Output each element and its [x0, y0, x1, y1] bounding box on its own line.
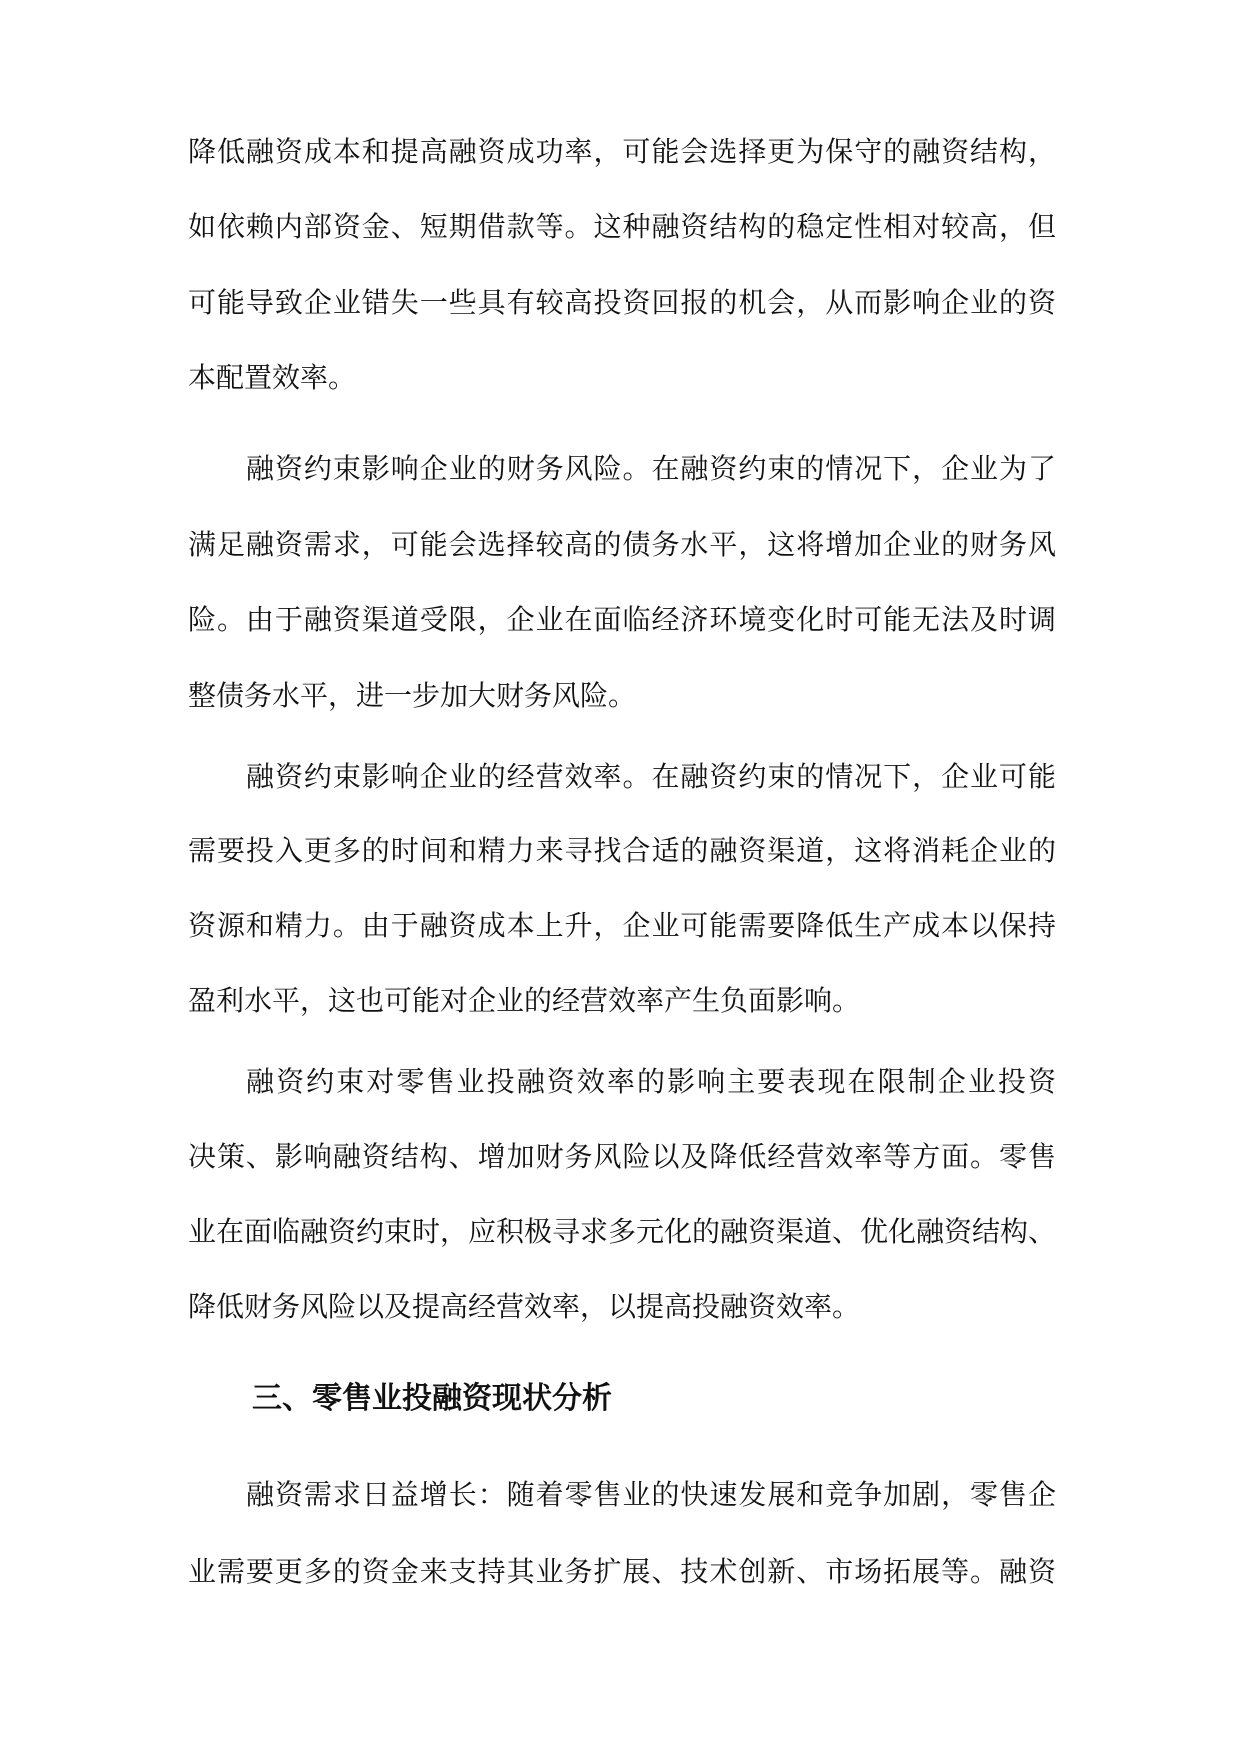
paragraph-5-line-1: 融资需求日益增长：随着零售业的快速发展和竞争加剧，零售企 — [246, 1478, 1056, 1511]
paragraph-1-line-2: 如依赖内部资金、短期借款等。这种融资结构的稳定性相对较高，但 — [188, 210, 1056, 243]
paragraph-1-line-1: 降低融资成本和提高融资成功率，可能会选择更为保守的融资结构， — [188, 135, 1056, 168]
paragraph-4-line-1: 融资约束对零售业投融资效率的影响主要表现在限制企业投资 — [246, 1065, 1056, 1098]
paragraph-5-line-2: 业需要更多的资金来支持其业务扩展、技术创新、市场拓展等。融资 — [188, 1555, 1056, 1588]
paragraph-3-line-1: 融资约束影响企业的经营效率。在融资约束的情况下，企业可能 — [246, 760, 1056, 793]
paragraph-3-line-4: 盈利水平，这也可能对企业的经营效率产生负面影响。 — [188, 984, 861, 1017]
section-heading: 三、零售业投融资现状分析 — [252, 1381, 612, 1416]
paragraph-4-line-2: 决策、影响融资结构、增加财务风险以及降低经营效率等方面。零售 — [188, 1140, 1056, 1173]
paragraph-3-line-3: 资源和精力。由于融资成本上升，企业可能需要降低生产成本以保持 — [188, 909, 1056, 942]
paragraph-2-line-3: 险。由于融资渠道受限，企业在面临经济环境变化时可能无法及时调 — [188, 603, 1056, 636]
paragraph-2-line-4: 整债务水平，进一步加大财务风险。 — [188, 679, 637, 712]
paragraph-4-line-4: 降低财务风险以及提高经营效率，以提高投融资效率。 — [188, 1290, 861, 1323]
paragraph-4-line-3: 业在面临融资约束时，应积极寻求多元化的融资渠道、优化融资结构、 — [188, 1215, 1057, 1248]
paragraph-2-line-2: 满足融资需求，可能会选择较高的债务水平，这将增加企业的财务风 — [188, 528, 1056, 561]
paragraph-1-line-4: 本配置效率。 — [188, 361, 357, 394]
paragraph-2-line-1: 融资约束影响企业的财务风险。在融资约束的情况下，企业为了 — [246, 452, 1056, 485]
paragraph-3-line-2: 需要投入更多的时间和精力来寻找合适的融资渠道，这将消耗企业的 — [188, 834, 1056, 867]
paragraph-1-line-3: 可能导致企业错失一些具有较高投资回报的机会，从而影响企业的资 — [188, 286, 1056, 319]
